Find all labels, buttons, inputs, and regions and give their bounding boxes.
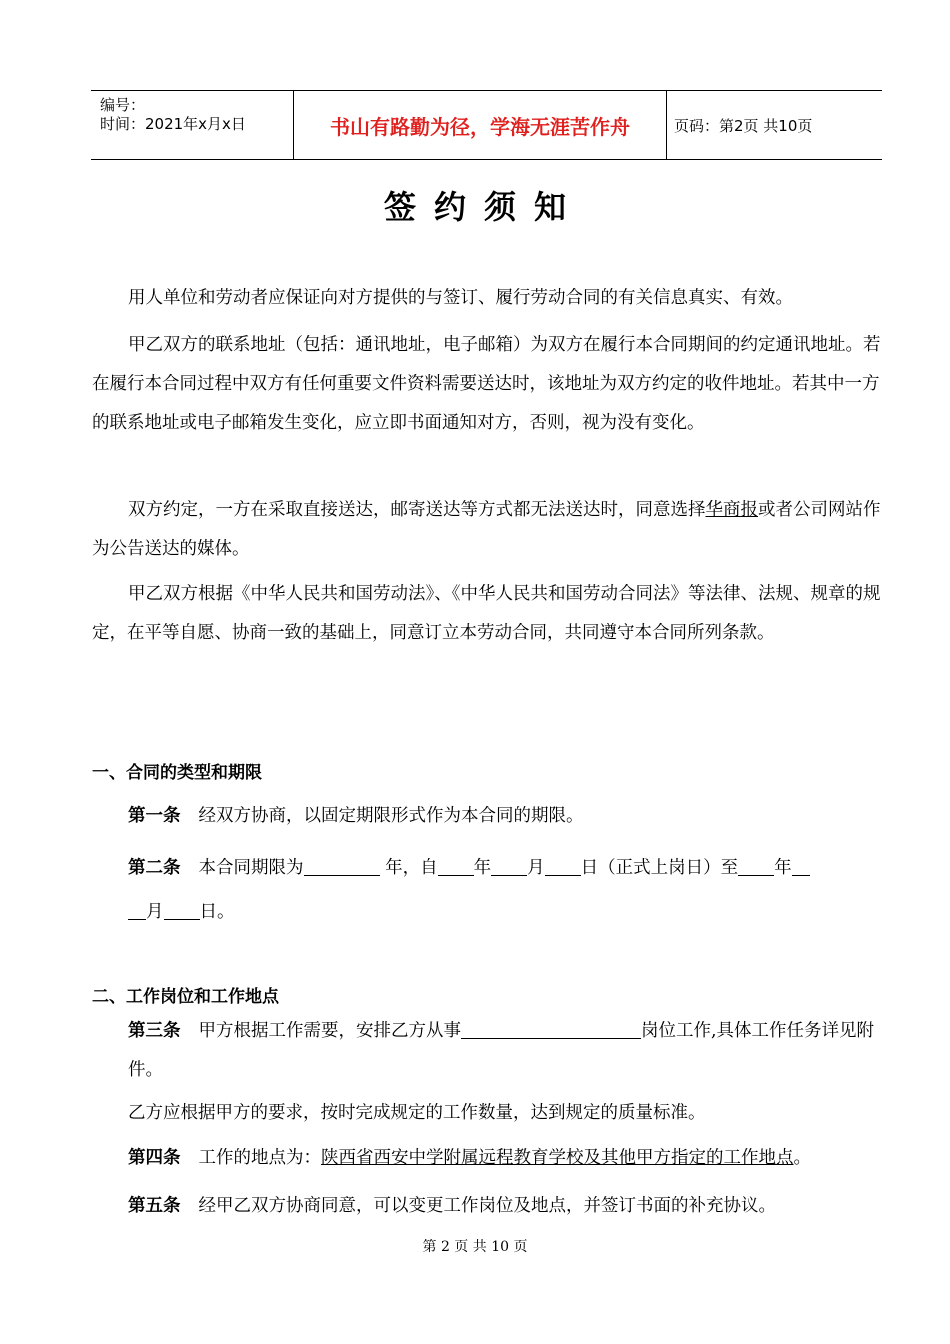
blank-end-month-b[interactable]: [128, 902, 146, 921]
blank-start-year[interactable]: [438, 858, 474, 877]
article-4-pre: 工作的地点为：: [198, 1148, 321, 1168]
blank-end-year[interactable]: [738, 858, 774, 877]
article-3-extra: 乙方应根据甲方的要求，按时完成规定的工作数量，达到规定的质量标准。: [128, 1103, 706, 1123]
article-4-label: 第四条: [128, 1148, 181, 1168]
paragraph-delivery: [92, 491, 892, 569]
paragraph-3: 甲乙双方根据《中华人民共和国劳动法》、《中华人民共和国劳动合同法》等法律、法规、规章的规定，在平等自愿、协商一致的基础上，同意订立本劳动合同，共同遵守本合同所列条款。: [92, 584, 881, 643]
section-2-heading: 二、工作岗位和工作地点: [92, 987, 279, 1007]
article-2: [128, 846, 873, 934]
article-5-text: 经甲乙双方协商同意，可以变更工作岗位及地点，并签订书面的补充协议。: [198, 1196, 776, 1216]
article-3-pre: 甲方根据工作需要，安排乙方从事: [198, 1021, 461, 1041]
blank-end-month-a[interactable]: [792, 858, 810, 877]
article-2-text: 日（正式上岗日）至: [580, 858, 739, 878]
article-2-text: 月: [527, 858, 545, 878]
header-page-label: 页码：第2页 共10页: [674, 116, 813, 135]
article-2-text: 本合同期限为: [198, 858, 304, 878]
number-label: 编号：: [100, 96, 146, 114]
article-2-text: 月: [146, 902, 164, 922]
article-3-post: 岗位工作,具体工作任务详见附件。: [128, 1021, 875, 1080]
article-2-text: 年: [473, 858, 492, 878]
blank-start-month[interactable]: [491, 858, 527, 877]
delivery-post: 或者公司网站作为公告送达的媒体。: [92, 500, 881, 559]
article-3: [128, 1012, 888, 1090]
article-5: [128, 1184, 888, 1228]
article-4-post: 。: [793, 1148, 811, 1168]
page-footer: 第 2 页 共 10 页: [422, 1239, 528, 1255]
article-4: [128, 1136, 898, 1180]
blank-years[interactable]: [304, 858, 380, 877]
article-1: [128, 794, 888, 838]
blank-end-day[interactable]: [164, 902, 200, 921]
paragraph-1: 用人单位和劳动者应保证向对方提供的与签订、履行劳动合同的有关信息真实、有效。: [128, 288, 793, 308]
article-1-label: 第一条: [128, 806, 181, 826]
header-meta: [91, 91, 293, 159]
article-3-label: 第三条: [128, 1021, 181, 1041]
article-1-text: 经双方协商，以固定期限形式作为本合同的期限。: [198, 806, 584, 826]
delivery-media: 华商报: [705, 500, 758, 520]
blank-position[interactable]: [461, 1021, 641, 1040]
document-header: [91, 90, 882, 160]
article-2-label: 第二条: [128, 858, 181, 878]
article-2-text: 日。: [199, 902, 235, 922]
article-5-label: 第五条: [128, 1196, 181, 1216]
paragraph-2: 甲乙双方的联系地址（包括：通讯地址，电子邮箱）为双方在履行本合同期间的约定通讯地址。若在履行本合同过程中双方有任何重要文件资料需要送达时，该地址为双方约定的收件地址。若其中一方的联系地址或电子邮箱发生变化，应立即书面通知对方，否则，视为没有变化。: [92, 335, 881, 433]
article-2-text: 年，自: [385, 858, 438, 878]
header-slogan: 书山有路勤为径，学海无涯苦作舟: [293, 91, 667, 159]
blank-start-day[interactable]: [545, 858, 581, 877]
section-1-heading: 一、合同的类型和期限: [92, 763, 262, 783]
page-title: 签约须知: [383, 188, 584, 226]
article-2-text: 年: [774, 858, 792, 878]
time-label: 时间：2021年x月x日: [100, 115, 246, 133]
article-4-place: 陕西省西安中学附属远程教育学校及其他甲方指定的工作地点: [321, 1148, 794, 1168]
delivery-pre: 双方约定，一方在采取直接送达，邮寄送达等方式都无法送达时，同意选择: [128, 500, 706, 520]
